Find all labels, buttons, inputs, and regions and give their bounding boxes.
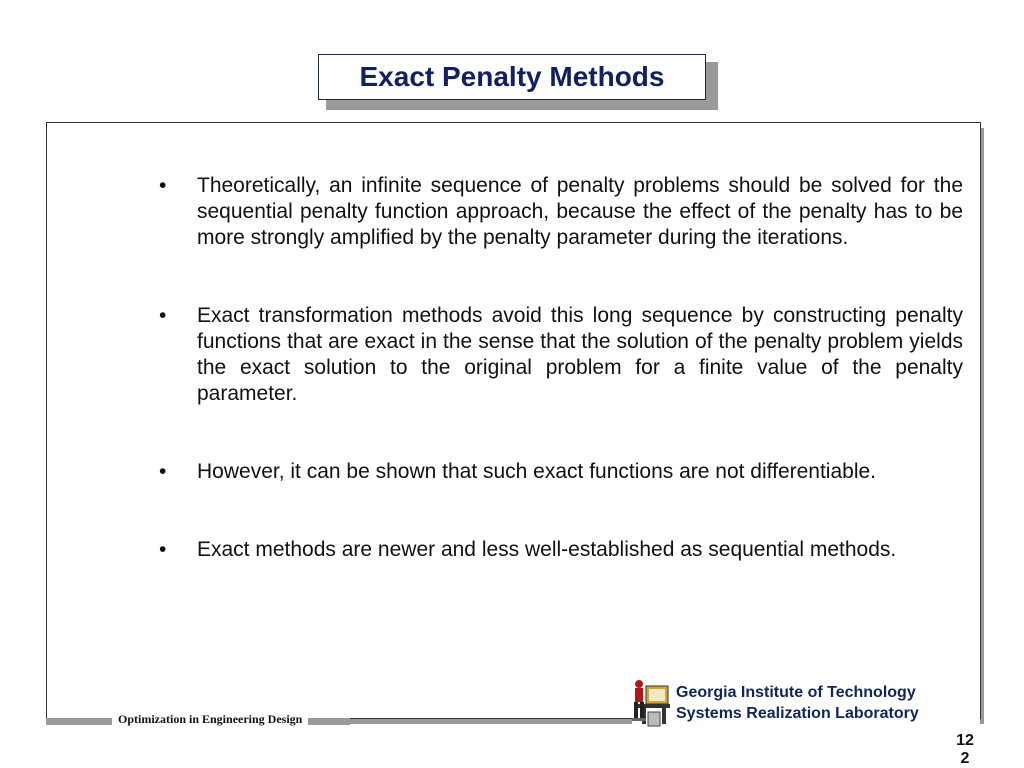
bullet-dot: • bbox=[159, 460, 167, 483]
bullet-text: Theoretically, an infinite sequence of penalty problems should be solved for the sequential penalty function approach, because the effect of the penalty has to be more strongly amplified by the penalty parameter during the iterations. bbox=[197, 174, 963, 249]
org-line-1: Georgia Institute of Technology bbox=[676, 684, 916, 701]
bullet-dot: • bbox=[159, 538, 167, 561]
bullet-item bbox=[159, 537, 963, 563]
bullet-text: Exact methods are newer and less well-established as sequential methods. bbox=[197, 538, 897, 561]
person-at-desk-logo-icon bbox=[632, 674, 672, 728]
org-block bbox=[632, 674, 980, 728]
bullet-list bbox=[159, 173, 963, 615]
bullet-text: However, it can be shown that such exact functions are not differentiable. bbox=[197, 460, 877, 483]
page-number-line-2: 2 bbox=[960, 750, 970, 767]
bullet-text: Exact transformation methods avoid this long sequence by constructing penalty functions that are exact in the sense that the solution of the penalty problem yields the exact solution to the original problem for a finite value of the penalty parameter. bbox=[197, 304, 963, 405]
page-number bbox=[950, 732, 980, 768]
content-panel bbox=[46, 122, 981, 719]
bullet-item bbox=[159, 459, 963, 485]
bullet-dot: • bbox=[159, 174, 167, 197]
org-name bbox=[676, 682, 919, 724]
bullet-item bbox=[159, 173, 963, 251]
title-box bbox=[318, 54, 706, 100]
course-label: Optimization in Engineering Design bbox=[112, 712, 308, 727]
page-number-line-1: 12 bbox=[956, 732, 974, 749]
slide-title: Exact Penalty Methods bbox=[359, 61, 665, 92]
bullet-item bbox=[159, 303, 963, 407]
org-line-2: Systems Realization Laboratory bbox=[676, 705, 919, 722]
bullet-dot: • bbox=[159, 304, 167, 327]
